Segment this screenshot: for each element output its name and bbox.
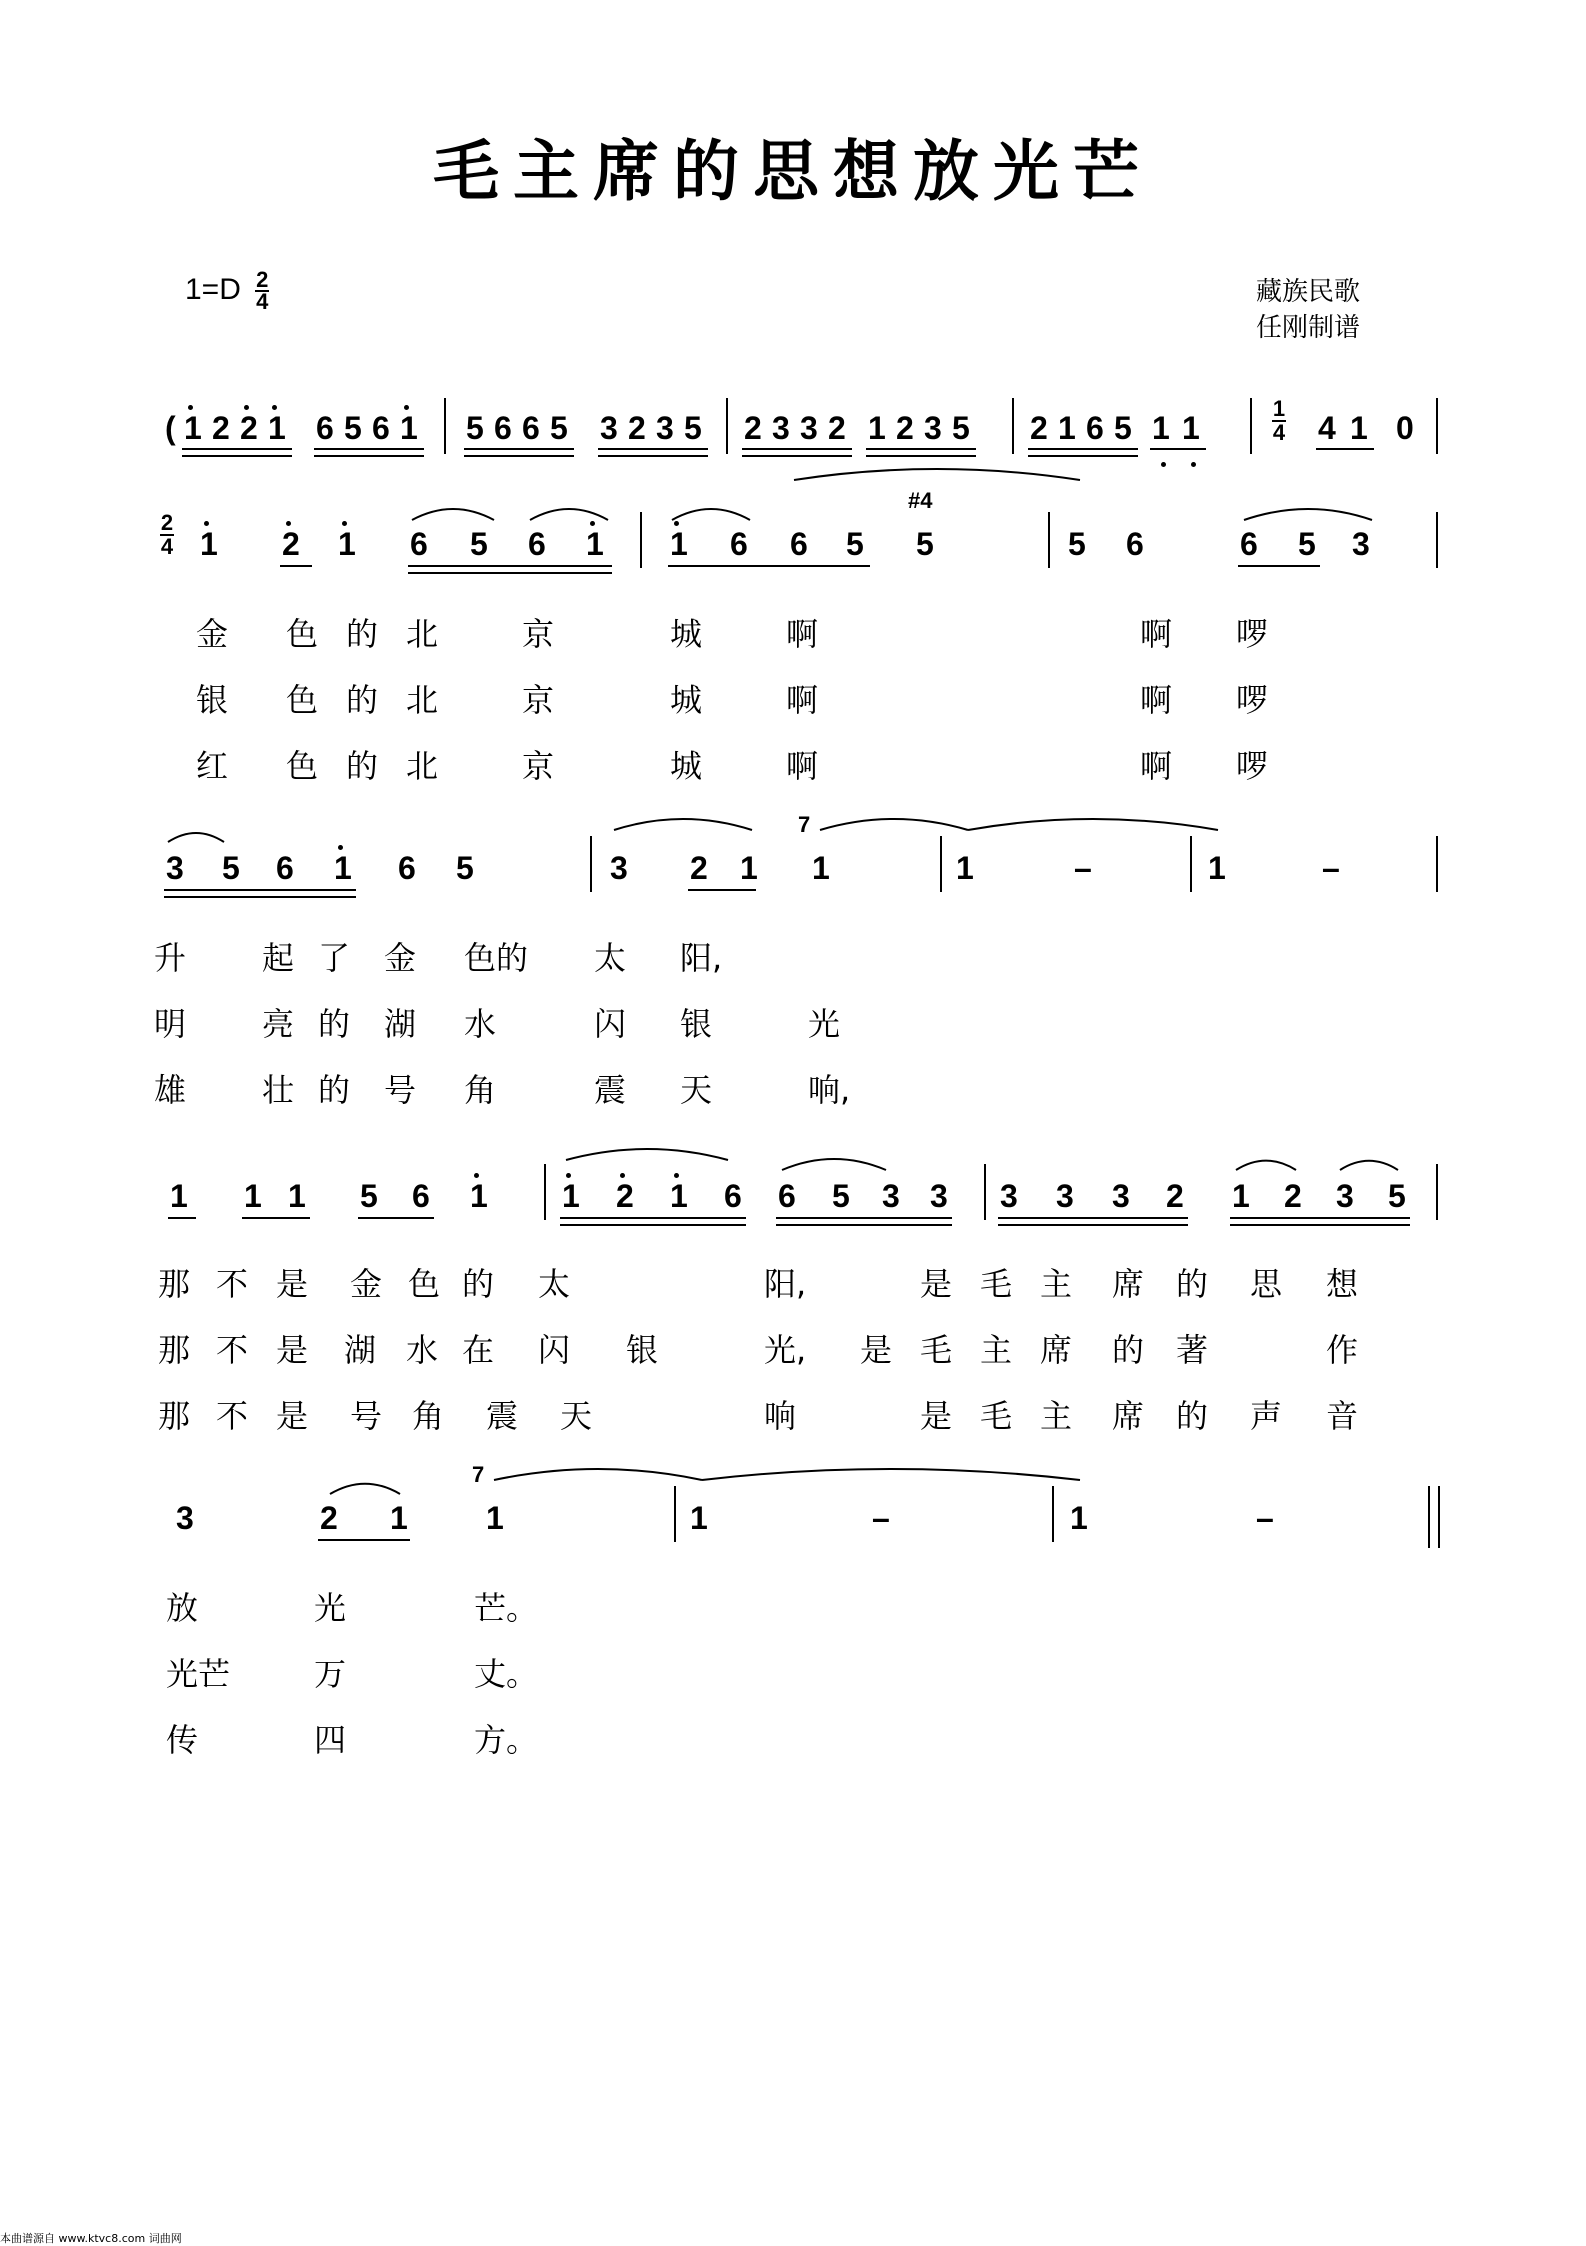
lyric-syllable: 啊	[786, 615, 819, 653]
slur	[672, 509, 750, 520]
lyric-syllable: 想	[1326, 1265, 1359, 1303]
note: 5	[456, 850, 474, 886]
slur	[702, 1469, 1080, 1480]
note: 1	[400, 410, 418, 446]
note: 3	[176, 1500, 194, 1536]
lyric-syllable: 啰	[1236, 747, 1269, 785]
slur	[168, 833, 224, 842]
note: 5	[222, 850, 240, 886]
note: 1	[1208, 850, 1226, 886]
lyric-syllable: 的	[318, 1005, 351, 1043]
lyric-syllable: 光芒	[166, 1655, 231, 1693]
lyric-syllable: 京	[522, 681, 555, 719]
lyric-syllable: 响,	[808, 1071, 851, 1109]
note: 1	[170, 1178, 188, 1214]
lyric-syllable: 毛	[980, 1397, 1013, 1435]
note: 1	[812, 850, 830, 886]
note: 5	[360, 1178, 378, 1214]
note: 2	[616, 1178, 634, 1214]
note: 6	[528, 526, 546, 562]
note: 5	[344, 410, 362, 446]
note: 3	[166, 850, 184, 886]
lyric-syllable: 方。	[474, 1721, 539, 1759]
note: 3	[656, 410, 674, 446]
note: 2	[1284, 1178, 1302, 1214]
note: 1	[1152, 410, 1170, 446]
note: 6	[790, 526, 808, 562]
note: 1	[268, 410, 286, 446]
note: 2	[240, 410, 258, 446]
lyric-syllable: 北	[406, 747, 439, 785]
lyric-syllable: 城	[670, 747, 703, 785]
lyric-syllable: 天	[680, 1071, 713, 1109]
lyric-syllable: 的	[1176, 1265, 1209, 1303]
lyric-syllable: 北	[406, 615, 439, 653]
lyric-syllable: 四	[314, 1721, 347, 1759]
lyric-syllable: 是	[920, 1265, 953, 1303]
note: 3	[1352, 526, 1370, 562]
note: 5	[684, 410, 702, 446]
lyric-syllable: 京	[522, 747, 555, 785]
lyric-syllable: 升	[154, 939, 187, 977]
time-signature-inline: 2 4	[160, 510, 174, 559]
key-label: 1=D	[185, 272, 241, 306]
note: 3	[1112, 1178, 1130, 1214]
note: 1	[184, 410, 202, 446]
lyric-syllable: 银	[196, 681, 229, 719]
note: 3	[930, 1178, 948, 1214]
lyric-syllable: 是	[276, 1331, 309, 1369]
slur	[1244, 509, 1372, 520]
lyric-syllable: 毛	[920, 1331, 953, 1369]
note: 5	[1068, 526, 1086, 562]
lyric-syllable: 的	[346, 681, 379, 719]
lyric-syllable: 号	[350, 1397, 383, 1435]
note: 6	[730, 526, 748, 562]
lyric-syllable: 毛	[980, 1265, 1013, 1303]
lyric-syllable: 啊	[1140, 747, 1173, 785]
note: 1	[690, 1500, 708, 1536]
lyric-syllable: 思	[1250, 1265, 1283, 1303]
note: 1	[244, 1178, 262, 1214]
lyric-syllable: 主	[1040, 1265, 1073, 1303]
note: 3	[600, 410, 618, 446]
note: 5	[466, 410, 484, 446]
lyric-syllable: 席	[1040, 1331, 1073, 1369]
lyric-syllable: 水	[464, 1005, 497, 1043]
lyric-syllable: 是	[276, 1397, 309, 1435]
note: 6	[1086, 410, 1104, 446]
lyric-syllable: 的	[346, 747, 379, 785]
note: 1	[868, 410, 886, 446]
note: 0	[1396, 410, 1414, 446]
note: –	[1322, 850, 1340, 886]
note: 5	[550, 410, 568, 446]
lyric-syllable: 阳,	[680, 939, 723, 977]
slur	[1340, 1161, 1398, 1170]
note: 4	[1318, 410, 1336, 446]
grace-note: #4	[908, 488, 933, 513]
lyric-syllable: 在	[462, 1331, 495, 1369]
lyric-syllable: 光,	[764, 1331, 807, 1369]
slur	[330, 1484, 400, 1494]
lyric-syllable: 不	[216, 1331, 249, 1369]
lyric-syllable: 的	[1176, 1397, 1209, 1435]
lyric-syllable: 湖	[344, 1331, 377, 1369]
lyric-syllable: 不	[216, 1397, 249, 1435]
lyric-syllable: 了	[318, 939, 351, 977]
lyric-syllable: 万	[314, 1655, 347, 1693]
note: 2	[282, 526, 300, 562]
note: 1	[1058, 410, 1076, 446]
lyric-syllable: 闪	[538, 1331, 571, 1369]
slur	[820, 819, 968, 830]
note: 2	[828, 410, 846, 446]
note: –	[872, 1500, 890, 1536]
note: 2	[896, 410, 914, 446]
slur	[412, 509, 494, 520]
lyric-syllable: 是	[276, 1265, 309, 1303]
note: 1	[470, 1178, 488, 1214]
note: 5	[1388, 1178, 1406, 1214]
note: 6	[522, 410, 540, 446]
lyric-syllable: 起	[262, 939, 295, 977]
note: 6	[1126, 526, 1144, 562]
lyric-syllable: 京	[522, 615, 555, 653]
slur	[494, 1469, 702, 1480]
lyric-syllable: 震	[594, 1071, 627, 1109]
lyric-syllable: 是	[860, 1331, 893, 1369]
note: 6	[410, 526, 428, 562]
note: 1	[288, 1178, 306, 1214]
slur	[614, 819, 752, 830]
song-title: 毛主席的思想放光芒	[433, 132, 1153, 210]
note: 2	[1030, 410, 1048, 446]
note: 5	[1114, 410, 1132, 446]
note: 3	[924, 410, 942, 446]
lyric-syllable: 太	[594, 939, 627, 977]
note: 6	[398, 850, 416, 886]
slur	[566, 1149, 728, 1160]
note: –	[1074, 850, 1092, 886]
note: 1	[1350, 410, 1368, 446]
lyric-syllable: 啰	[1236, 681, 1269, 719]
lyric-syllable: 城	[670, 615, 703, 653]
lyric-syllable: 不	[216, 1265, 249, 1303]
lyric-syllable: 天	[560, 1397, 593, 1435]
slur	[968, 819, 1218, 830]
lyric-syllable: 湖	[384, 1005, 417, 1043]
note: 6	[372, 410, 390, 446]
note: 6	[316, 410, 334, 446]
lyric-syllable: 传	[166, 1721, 199, 1759]
slur	[782, 1159, 886, 1170]
note: 1	[956, 850, 974, 886]
lyric-syllable: 啊	[786, 747, 819, 785]
lyric-syllable: 啊	[786, 681, 819, 719]
note: 1	[390, 1500, 408, 1536]
note: 5	[1298, 526, 1316, 562]
lyric-syllable: 金	[384, 939, 417, 977]
note: 1	[1070, 1500, 1088, 1536]
lyric-syllable: 阳,	[764, 1265, 807, 1303]
note: 2	[212, 410, 230, 446]
note: 3	[800, 410, 818, 446]
note: 3	[882, 1178, 900, 1214]
lyric-syllable: 色	[286, 681, 319, 719]
note: 2	[744, 410, 762, 446]
note: 1	[1182, 410, 1200, 446]
lyric-syllable: 城	[670, 681, 703, 719]
note: 6	[412, 1178, 430, 1214]
note: 5	[952, 410, 970, 446]
note: 2	[320, 1500, 338, 1536]
lyric-syllable: 的	[1112, 1331, 1145, 1369]
lyric-syllable: 闪	[594, 1005, 627, 1043]
note: 6	[1240, 526, 1258, 562]
lyric-syllable: 响	[764, 1397, 797, 1435]
slur	[1236, 1161, 1296, 1170]
lyric-syllable: 红	[196, 747, 229, 785]
grace-note: 7	[798, 812, 811, 837]
note: 1	[562, 1178, 580, 1214]
footer-source: 本曲谱源自 www.ktvc8.com 词曲网	[0, 2232, 182, 2245]
lyric-syllable: 银	[626, 1331, 659, 1369]
note: 1	[338, 526, 356, 562]
note: 6	[778, 1178, 796, 1214]
lyric-syllable: 色的	[464, 939, 529, 977]
note: 3	[772, 410, 790, 446]
note: 5	[470, 526, 488, 562]
lyric-syllable: 席	[1112, 1397, 1145, 1435]
lyric-syllable: 号	[384, 1071, 417, 1109]
lyric-syllable: 的	[318, 1071, 351, 1109]
note: 6	[494, 410, 512, 446]
lyric-syllable: 光	[808, 1005, 841, 1043]
lyric-syllable: 角	[412, 1397, 445, 1435]
lyric-syllable: 作	[1326, 1331, 1359, 1369]
lyric-syllable: 雄	[154, 1071, 187, 1109]
note: 3	[610, 850, 628, 886]
note: 1	[670, 526, 688, 562]
grace-note: 7	[472, 1462, 485, 1487]
slur	[794, 469, 1080, 480]
lyric-syllable: 金	[196, 615, 229, 653]
lyric-syllable: 壮	[262, 1071, 295, 1109]
note: 3	[1056, 1178, 1074, 1214]
note: 3	[1336, 1178, 1354, 1214]
note: 1	[334, 850, 352, 886]
lyric-syllable: 色	[286, 747, 319, 785]
lyric-syllable: 主	[980, 1331, 1013, 1369]
lyric-syllable: 银	[680, 1005, 713, 1043]
lyric-syllable: 啰	[1236, 615, 1269, 653]
time-signature-change: 1 4	[1272, 396, 1286, 445]
note: 3	[1000, 1178, 1018, 1214]
lyric-syllable: 芒。	[474, 1589, 539, 1627]
lyric-syllable: 水	[406, 1331, 439, 1369]
lyric-syllable: 啊	[1140, 615, 1173, 653]
lyric-syllable: 丈。	[474, 1655, 539, 1693]
lyric-syllable: 声	[1250, 1397, 1283, 1435]
lyric-syllable: 的	[346, 615, 379, 653]
origin-credit: 藏族民歌	[1256, 277, 1361, 307]
note: 1	[740, 850, 758, 886]
lyric-syllable: 震	[486, 1397, 519, 1435]
lyric-syllable: 主	[1040, 1397, 1073, 1435]
lyric-syllable: 著	[1176, 1331, 1209, 1369]
lyric-syllable: 光	[314, 1589, 347, 1627]
lyric-syllable: 的	[462, 1265, 495, 1303]
lyric-syllable: 北	[406, 681, 439, 719]
note: (	[165, 410, 176, 446]
note: 5	[846, 526, 864, 562]
note: 1	[1232, 1178, 1250, 1214]
note: 6	[724, 1178, 742, 1214]
lyric-syllable: 放	[166, 1589, 199, 1627]
note: 1	[486, 1500, 504, 1536]
lyric-syllable: 色	[286, 615, 319, 653]
note: 5	[916, 526, 934, 562]
lyric-syllable: 角	[464, 1071, 497, 1109]
lyric-syllable: 明	[154, 1005, 187, 1043]
note: 2	[1166, 1178, 1184, 1214]
lyric-syllable: 席	[1112, 1265, 1145, 1303]
arranger-credit: 任刚制谱	[1256, 313, 1361, 343]
lyric-syllable: 色	[408, 1265, 441, 1303]
lyric-syllable: 太	[538, 1265, 571, 1303]
note: 1	[586, 526, 604, 562]
note: 1	[670, 1178, 688, 1214]
slur	[530, 509, 608, 520]
note: –	[1256, 1500, 1274, 1536]
lyric-syllable: 那	[158, 1331, 191, 1369]
note: 2	[690, 850, 708, 886]
lyric-syllable: 是	[920, 1397, 953, 1435]
lyric-syllable: 啊	[1140, 681, 1173, 719]
time-signature: $\frac{2}{4}$	[256, 267, 269, 314]
lyric-syllable: 音	[1326, 1397, 1359, 1435]
lyric-syllable: 那	[158, 1265, 191, 1303]
lyric-syllable: 金	[350, 1265, 383, 1303]
note: 5	[832, 1178, 850, 1214]
lyric-syllable: 亮	[262, 1005, 295, 1043]
note: 6	[276, 850, 294, 886]
note: 1	[200, 526, 218, 562]
lyric-syllable: 那	[158, 1397, 191, 1435]
note: 2	[628, 410, 646, 446]
